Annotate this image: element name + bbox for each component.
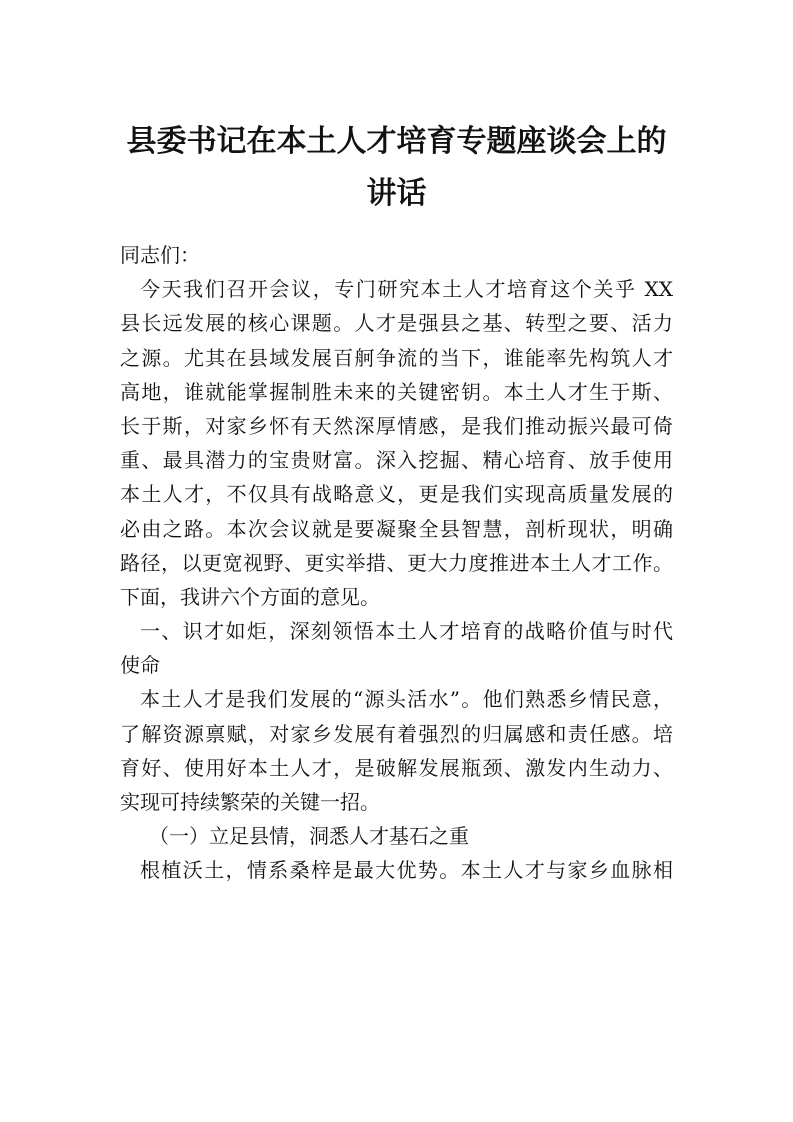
body-line: 高地，谁就能掌握制胜未来的关键密钥。本土人才生于斯、 (120, 379, 673, 404)
body-line: 必由之路。本次会议就是要凝聚全县智慧，剖析现状，明确 (120, 516, 673, 541)
body-line: 本土人才，不仅具有战略意义，更是我们实现高质量发展的 (120, 482, 673, 507)
body-line: 了解资源禀赋，对家乡发展有着强烈的归属感和责任感。培 (120, 721, 673, 746)
body-line: 实现可持续繁荣的关键一招。 (120, 790, 380, 814)
section-heading-line: 使命 (120, 653, 160, 678)
body-line: 之源。尤其在县域发展百舸争流的当下，谁能率先构筑人才 (120, 345, 673, 370)
section-heading-line: 一、识才如炬，深刻领悟本土人才培育的战略价值与时代 (140, 619, 673, 644)
body-line: 根植沃土，情系桑梓是最大优势。本土人才与家乡血脉相 (140, 858, 673, 883)
body-line: 长于斯，对家乡怀有天然深厚情感，是我们推动振兴最可倚 (120, 413, 673, 438)
body-line: 路径，以更宽视野、更实举措、更大力度推进本土人才工作。 (120, 550, 673, 575)
document-body (120, 238, 673, 888)
salutation: 同志们： (120, 243, 200, 267)
document-title-line-1: 县委书记在本土人才培育专题座谈会上的 (126, 124, 667, 159)
body-line: 育好、使用好本土人才，是破解发展瓶颈、激发内生动力、 (120, 755, 673, 780)
body-line: 下面，我讲六个方面的意见。 (120, 584, 380, 609)
document-title-line-2: 讲话 (366, 176, 427, 211)
body-line: 重、最具潜力的宝贵财富。深入挖掘、精心培育、放手使用 (120, 448, 673, 473)
body-line: 本土人才是我们发展的“源头活水”。他们熟悉乡情民意， (140, 687, 673, 712)
subsection-heading: （一）立足县情，洞悉人才基石之重 (149, 824, 469, 849)
body-line: 今天我们召开会议，专门研究本土人才培育这个关乎 XX (140, 277, 673, 302)
body-line: 县长远发展的核心课题。人才是强县之基、转型之要、活力 (120, 311, 673, 336)
